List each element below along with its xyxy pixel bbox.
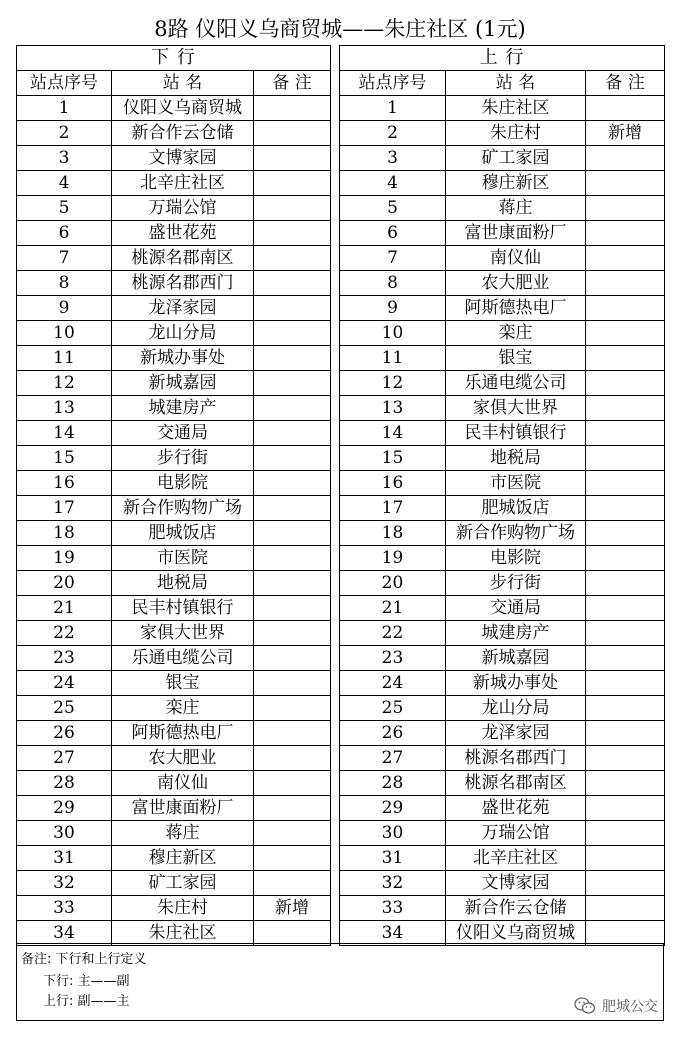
stop-name: 电影院: [446, 546, 586, 571]
stop-name: 新合作购物广场: [112, 496, 254, 521]
stop-number: 26: [340, 721, 446, 746]
stop-number: 18: [340, 521, 446, 546]
stop-name: 步行街: [446, 571, 586, 596]
stop-name: 交通局: [446, 596, 586, 621]
stop-number: 12: [340, 371, 446, 396]
stop-number: 6: [340, 221, 446, 246]
stop-name: 肥城饭店: [112, 521, 254, 546]
stop-remark: [254, 771, 331, 796]
table-row: [340, 121, 665, 146]
stop-name: 新合作购物广场: [446, 521, 586, 546]
stop-name: 城建房产: [446, 621, 586, 646]
stop-number: 20: [17, 571, 112, 596]
stop-number: 31: [340, 846, 446, 871]
stop-name: 朱庄村: [112, 896, 254, 921]
stop-number: 21: [17, 596, 112, 621]
stop-remark: [586, 646, 665, 671]
up-direction-table: [339, 45, 665, 946]
stop-remark: [254, 596, 331, 621]
table-row: [17, 871, 331, 896]
stop-name: 仪阳义乌商贸城: [446, 921, 586, 946]
stop-number: 7: [340, 246, 446, 271]
stop-remark: [586, 621, 665, 646]
stop-remark: [586, 96, 665, 121]
table-row: [17, 621, 331, 646]
stop-remark: [586, 796, 665, 821]
stop-number: 13: [340, 396, 446, 421]
table-row: [17, 271, 331, 296]
stop-number: 34: [17, 921, 112, 946]
stop-name: 步行街: [112, 446, 254, 471]
stop-remark: [254, 446, 331, 471]
table-row: [17, 796, 331, 821]
table-row: [340, 871, 665, 896]
stop-name: 桃源名郡西门: [446, 746, 586, 771]
stop-remark: [586, 371, 665, 396]
stop-number: 14: [17, 421, 112, 446]
page-title: 8路 仪阳义乌商贸城——朱庄社区 (1元): [154, 17, 526, 41]
stop-name: 地税局: [446, 446, 586, 471]
stop-name: 南仪仙: [112, 771, 254, 796]
table-row: [340, 796, 665, 821]
stop-remark: [254, 121, 331, 146]
stop-number: 23: [17, 646, 112, 671]
up-header-remark: 备 注: [586, 71, 665, 96]
stop-number: 7: [17, 246, 112, 271]
stop-name: 朱庄村: [446, 121, 586, 146]
table-row: [340, 446, 665, 471]
stop-name: 阿斯德热电厂: [446, 296, 586, 321]
stop-number: 15: [17, 446, 112, 471]
stop-remark: [254, 471, 331, 496]
stop-number: 19: [340, 546, 446, 571]
stop-name: 矿工家园: [112, 871, 254, 896]
stop-name: 地税局: [112, 571, 254, 596]
table-row: [340, 221, 665, 246]
table-row: [340, 596, 665, 621]
stop-number: 25: [340, 696, 446, 721]
stop-remark: [254, 621, 331, 646]
down-direction-table: [16, 45, 331, 946]
table-row: [17, 496, 331, 521]
stop-name: 银宝: [112, 671, 254, 696]
stop-number: 10: [17, 321, 112, 346]
stop-number: 5: [17, 196, 112, 221]
down-header-remark: 备 注: [254, 71, 331, 96]
table-row: [340, 246, 665, 271]
stop-remark: [586, 821, 665, 846]
stop-name: 盛世花苑: [446, 796, 586, 821]
stop-remark: [254, 96, 331, 121]
stop-name: 富世康面粉厂: [446, 221, 586, 246]
stop-remark: [254, 871, 331, 896]
table-row: [340, 346, 665, 371]
stop-remark: [254, 296, 331, 321]
stop-name: 新城办事处: [446, 671, 586, 696]
down-direction-label: 下 行: [17, 46, 331, 71]
stop-number: 28: [340, 771, 446, 796]
table-row: [17, 546, 331, 571]
notes-box: [16, 943, 664, 1021]
stop-number: 30: [340, 821, 446, 846]
stop-name: 南仪仙: [446, 246, 586, 271]
table-row: [340, 296, 665, 321]
down-header-stop-number: 站点序号: [17, 71, 112, 96]
stop-name: 新城嘉园: [112, 371, 254, 396]
stop-remark: [586, 446, 665, 471]
stop-remark: [254, 196, 331, 221]
stop-remark: [254, 921, 331, 946]
stop-name: 新城办事处: [112, 346, 254, 371]
stop-name: 阿斯德热电厂: [112, 721, 254, 746]
stop-number: 14: [340, 421, 446, 446]
stop-number: 10: [340, 321, 446, 346]
table-row: [17, 371, 331, 396]
table-row: [17, 821, 331, 846]
stop-name: 栾庄: [446, 321, 586, 346]
table-row: [17, 196, 331, 221]
table-row: [340, 671, 665, 696]
stop-name: 龙山分局: [112, 321, 254, 346]
stop-number: 17: [340, 496, 446, 521]
stop-remark: [586, 396, 665, 421]
stop-name: 蒋庄: [446, 196, 586, 221]
stop-number: 22: [340, 621, 446, 646]
stop-remark: [254, 371, 331, 396]
table-row: [17, 746, 331, 771]
down-header-stop-name: 站 名: [112, 71, 254, 96]
stop-number: 18: [17, 521, 112, 546]
stop-remark: [586, 746, 665, 771]
stop-name: 市医院: [112, 546, 254, 571]
table-row: [340, 546, 665, 571]
stop-remark: [254, 746, 331, 771]
notes-up-definition: 上行: 副——主: [43, 994, 130, 1009]
stop-number: 23: [340, 646, 446, 671]
stop-name: 文博家园: [112, 146, 254, 171]
stop-number: 21: [340, 596, 446, 621]
table-row: [17, 121, 331, 146]
table-row: [340, 821, 665, 846]
stop-number: 1: [340, 96, 446, 121]
stop-number: 31: [17, 846, 112, 871]
stop-number: 29: [340, 796, 446, 821]
table-row: [17, 146, 331, 171]
stop-remark: [254, 396, 331, 421]
stop-name: 龙山分局: [446, 696, 586, 721]
stop-remark: [586, 246, 665, 271]
stop-name: 北辛庄社区: [446, 846, 586, 871]
table-row: [17, 846, 331, 871]
stop-remark: [586, 271, 665, 296]
table-row: [340, 271, 665, 296]
table-row: [340, 196, 665, 221]
table-row: [340, 746, 665, 771]
stop-remark: [254, 171, 331, 196]
stop-name: 市医院: [446, 471, 586, 496]
stop-name: 仪阳义乌商贸城: [112, 96, 254, 121]
stop-remark: [254, 346, 331, 371]
stop-name: 穆庄新区: [446, 171, 586, 196]
stop-number: 26: [17, 721, 112, 746]
stop-name: 桃源名郡南区: [446, 771, 586, 796]
table-row: [17, 471, 331, 496]
stop-number: 8: [17, 271, 112, 296]
stop-name: 朱庄社区: [446, 96, 586, 121]
table-row: [17, 346, 331, 371]
stop-remark: [586, 296, 665, 321]
table-row: [340, 771, 665, 796]
stop-remark: [586, 471, 665, 496]
table-row: [17, 646, 331, 671]
stop-remark: [586, 421, 665, 446]
stop-name: 龙泽家园: [446, 721, 586, 746]
stop-number: 27: [17, 746, 112, 771]
stop-remark: [586, 846, 665, 871]
stop-number: 17: [17, 496, 112, 521]
stop-name: 栾庄: [112, 696, 254, 721]
stop-number: 15: [340, 446, 446, 471]
table-row: [17, 96, 331, 121]
stop-remark: [254, 546, 331, 571]
table-row: [340, 96, 665, 121]
stop-remark: [254, 821, 331, 846]
stop-remark: [254, 321, 331, 346]
table-row: [340, 721, 665, 746]
stop-number: 22: [17, 621, 112, 646]
stop-name: 蒋庄: [112, 821, 254, 846]
table-row: [340, 321, 665, 346]
notes-definition: 备注: 下行和上行定义: [21, 952, 147, 967]
stop-number: 12: [17, 371, 112, 396]
stop-name: 富世康面粉厂: [112, 796, 254, 821]
stop-number: 11: [17, 346, 112, 371]
stop-remark: [586, 196, 665, 221]
up-header-stop-name: 站 名: [446, 71, 586, 96]
stop-remark: [586, 146, 665, 171]
table-row: [17, 296, 331, 321]
stop-name: 桃源名郡南区: [112, 246, 254, 271]
stop-remark: [254, 571, 331, 596]
stop-name: 城建房产: [112, 396, 254, 421]
stop-number: 24: [340, 671, 446, 696]
table-row: [340, 621, 665, 646]
table-row: [17, 221, 331, 246]
table-row: [17, 421, 331, 446]
table-row: [340, 471, 665, 496]
stop-number: 30: [17, 821, 112, 846]
stop-name: 电影院: [112, 471, 254, 496]
table-row: [340, 696, 665, 721]
stop-remark: [254, 521, 331, 546]
stop-name: 新合作云仓储: [112, 121, 254, 146]
stop-number: 29: [17, 796, 112, 821]
stop-remark: [254, 221, 331, 246]
stop-remark: [586, 521, 665, 546]
stop-name: 朱庄社区: [112, 921, 254, 946]
stop-name: 新合作云仓储: [446, 896, 586, 921]
stop-name: 肥城饭店: [446, 496, 586, 521]
stop-number: 3: [340, 146, 446, 171]
stop-number: 32: [17, 871, 112, 896]
stop-number: 11: [340, 346, 446, 371]
stop-number: 8: [340, 271, 446, 296]
stop-name: 文博家园: [446, 871, 586, 896]
table-row: [340, 421, 665, 446]
stop-number: 5: [340, 196, 446, 221]
stop-number: 19: [17, 546, 112, 571]
table-row: [17, 446, 331, 471]
stop-name: 农大肥业: [112, 746, 254, 771]
stop-remark: [254, 721, 331, 746]
stop-number: 1: [17, 96, 112, 121]
stop-name: 乐通电缆公司: [112, 646, 254, 671]
stop-remark: [254, 421, 331, 446]
table-row: [340, 171, 665, 196]
stop-name: 民丰村镇银行: [112, 596, 254, 621]
table-row: [17, 396, 331, 421]
table-row: [340, 521, 665, 546]
stop-remark: [254, 246, 331, 271]
stop-remark: [586, 496, 665, 521]
stop-name: 桃源名郡西门: [112, 271, 254, 296]
table-row: [340, 396, 665, 421]
stop-number: 33: [340, 896, 446, 921]
table-row: [17, 921, 331, 946]
stop-number: 16: [17, 471, 112, 496]
stop-name: 交通局: [112, 421, 254, 446]
table-row: [17, 246, 331, 271]
stop-remark: [254, 646, 331, 671]
table-row: [17, 596, 331, 621]
table-row: [17, 771, 331, 796]
stop-remark: [254, 796, 331, 821]
stop-remark: [586, 921, 665, 946]
table-row: [340, 646, 665, 671]
stop-remark: [586, 696, 665, 721]
stop-number: 9: [340, 296, 446, 321]
stop-number: 28: [17, 771, 112, 796]
table-row: [340, 146, 665, 171]
stop-name: 北辛庄社区: [112, 171, 254, 196]
stop-remark: [586, 671, 665, 696]
table-row: [340, 496, 665, 521]
stop-name: 盛世花苑: [112, 221, 254, 246]
stop-name: 银宝: [446, 346, 586, 371]
stop-remark: [254, 696, 331, 721]
stop-number: 32: [340, 871, 446, 896]
stop-remark: [586, 221, 665, 246]
table-row: [340, 921, 665, 946]
stop-remark: [254, 846, 331, 871]
table-row: [17, 896, 331, 921]
stop-name: 民丰村镇银行: [446, 421, 586, 446]
stop-remark: 新增: [586, 121, 665, 146]
stop-remark: [254, 271, 331, 296]
stop-name: 龙泽家园: [112, 296, 254, 321]
stop-number: 20: [340, 571, 446, 596]
stop-number: 16: [340, 471, 446, 496]
stop-number: 2: [17, 121, 112, 146]
table-row: [17, 696, 331, 721]
table-row: [17, 521, 331, 546]
stop-number: 4: [17, 171, 112, 196]
stop-remark: [586, 896, 665, 921]
table-row: [17, 721, 331, 746]
stop-name: 家俱大世界: [112, 621, 254, 646]
table-row: [340, 571, 665, 596]
stop-remark: [586, 321, 665, 346]
stop-number: 25: [17, 696, 112, 721]
stop-name: 乐通电缆公司: [446, 371, 586, 396]
stop-remark: [586, 171, 665, 196]
table-row: [17, 321, 331, 346]
stop-remark: 新增: [254, 896, 331, 921]
stop-number: 13: [17, 396, 112, 421]
stop-remark: [586, 596, 665, 621]
watermark: [574, 996, 658, 1016]
stop-remark: [586, 571, 665, 596]
table-row: [340, 896, 665, 921]
stop-name: 家俱大世界: [446, 396, 586, 421]
wechat-icon: [574, 997, 596, 1015]
stop-remark: [586, 721, 665, 746]
notes-down-definition: 下行: 主——副: [43, 974, 130, 989]
stop-remark: [586, 346, 665, 371]
stop-remark: [586, 871, 665, 896]
stop-name: 农大肥业: [446, 271, 586, 296]
up-direction-label: 上 行: [340, 46, 665, 71]
table-row: [17, 671, 331, 696]
stop-name: 新城嘉园: [446, 646, 586, 671]
stop-remark: [586, 546, 665, 571]
stop-number: 27: [340, 746, 446, 771]
table-row: [17, 171, 331, 196]
stop-number: 34: [340, 921, 446, 946]
stop-remark: [586, 771, 665, 796]
stop-remark: [254, 496, 331, 521]
stop-number: 9: [17, 296, 112, 321]
stop-number: 2: [340, 121, 446, 146]
stop-name: 万瑞公馆: [446, 821, 586, 846]
watermark-text: 肥城公交: [602, 999, 658, 1015]
stop-number: 4: [340, 171, 446, 196]
stop-name: 穆庄新区: [112, 846, 254, 871]
table-row: [17, 571, 331, 596]
stop-name: 万瑞公馆: [112, 196, 254, 221]
stop-remark: [254, 671, 331, 696]
stop-number: 3: [17, 146, 112, 171]
table-row: [340, 371, 665, 396]
stop-name: 矿工家园: [446, 146, 586, 171]
stop-number: 6: [17, 221, 112, 246]
stop-number: 24: [17, 671, 112, 696]
stop-number: 33: [17, 896, 112, 921]
up-header-stop-number: 站点序号: [340, 71, 446, 96]
stop-remark: [254, 146, 331, 171]
table-row: [340, 846, 665, 871]
